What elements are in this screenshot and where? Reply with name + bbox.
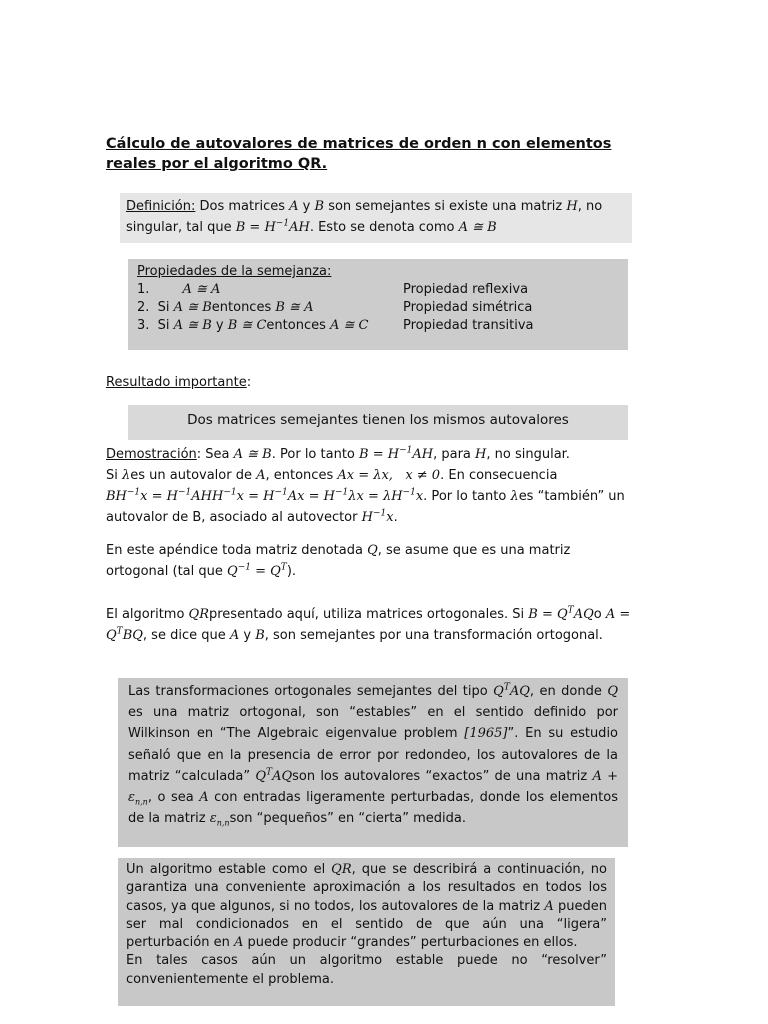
definition-text-1: Dos matrices xyxy=(195,199,290,214)
math-A: A xyxy=(289,199,299,214)
property-number: 2. xyxy=(137,300,150,315)
math-A: A xyxy=(233,935,244,951)
math-eigenvector: $H^{-1}x$ xyxy=(361,508,394,525)
property-name: Propiedad transitiva xyxy=(403,318,534,333)
definition-box xyxy=(120,193,632,243)
math-B: B xyxy=(314,199,325,214)
proof-text: , no singular. xyxy=(486,447,570,462)
paragraph-text: ). xyxy=(286,564,297,579)
note-text: con entradas ligeramente perturbadas, donde los elementos de la matriz xyxy=(128,790,618,827)
note-text: pueden ser mal condicionados en el sentido de que aún una “ligera” perturbación en xyxy=(126,898,607,951)
proof-text: , entonces xyxy=(265,468,338,483)
definition-text-4: , no singular, tal que xyxy=(126,199,603,235)
property-si: Si xyxy=(157,318,174,333)
note-text: , que se describirá a continuación, no garantiza una conveniente aproximación a los resultados en todos los casos, ya que algunos, si no todos, los autovalores de la matriz xyxy=(126,862,607,914)
note-text: es una matriz ortogonal, son “estables” en el sentido definido por Wilkinson en “The Algebraic eigenvalue problem xyxy=(128,705,618,742)
math-epsilon: $\varepsilon_{n,n}$ xyxy=(209,811,230,828)
property-row xyxy=(137,317,619,335)
definition-label: Definición: xyxy=(126,199,196,214)
math-proof-similar: A ≅ B xyxy=(233,447,272,462)
property-name: Propiedad reflexiva xyxy=(403,282,529,297)
math-B: B xyxy=(255,628,265,643)
note-text: En tales casos aún un algoritmo estable puede no “resolver” convenientemente el problema. xyxy=(126,953,607,987)
math-transitive-result: A ≅ C xyxy=(330,318,369,333)
paragraph-text: y xyxy=(239,628,256,643)
math-A: A xyxy=(256,468,266,483)
math-transitive-premise-2: B ≅ C xyxy=(227,318,267,333)
paragraph-text: El algoritmo xyxy=(106,607,189,622)
proof-text: . Por lo tanto xyxy=(423,489,511,504)
result-statement-box xyxy=(128,405,628,440)
math-symmetric-premise: A ≅ B xyxy=(173,300,212,315)
note-text: puede producir “grandes” perturbaciones en ellos. xyxy=(243,935,578,951)
note-text: , o sea xyxy=(147,790,200,806)
property-and: y xyxy=(215,318,228,333)
math-QR: QR xyxy=(331,862,352,877)
math-Q: Q xyxy=(367,543,378,558)
paragraph-text: presentado aquí, utiliza matrices ortogonales. Si xyxy=(209,607,529,622)
property-then: entonces xyxy=(266,318,330,333)
note-text: Un algoritmo estable como el xyxy=(126,862,332,877)
paragraph-text: , son semejantes por una transformación ortogonal. xyxy=(264,628,603,643)
proof-text: . xyxy=(393,510,398,525)
math-similarity-equation: $B = H^{-1}AH$ xyxy=(235,218,310,235)
page-title: Cálculo de autovalores de matrices de orden n con elementos reales por el algoritmo QR. xyxy=(106,136,612,172)
proof-text: . En consecuencia xyxy=(440,468,558,483)
property-row xyxy=(137,281,619,299)
note-text: son los autovalores “exactos” de una matriz xyxy=(292,768,593,784)
math-A-from-B: $A = Q^TBQ$ xyxy=(106,607,631,643)
math-eigen-equation: Ax = λx, x ≠ 0 xyxy=(337,468,441,483)
property-name: Propiedad simétrica xyxy=(403,300,533,315)
property-si: Si xyxy=(157,300,174,315)
definition-text-2: y xyxy=(298,199,315,214)
result-heading: Resultado importante: xyxy=(106,375,252,390)
properties-box xyxy=(128,259,628,350)
paragraph-text: , se asume que es una matriz ortogonal (tal que xyxy=(106,543,571,579)
math-perturbed-matrix: $A + \varepsilon_{n,n}$ xyxy=(128,768,618,807)
paragraph-text: o xyxy=(593,607,606,622)
math-transitive-premise-1: A ≅ B xyxy=(173,318,212,333)
math-lambda: λ xyxy=(510,489,519,504)
math-similar-notation: A ≅ B xyxy=(458,220,497,235)
definition-text-5: . Esto se denota como xyxy=(309,220,459,235)
property-then: entonces xyxy=(211,300,276,315)
orthogonal-paragraph xyxy=(106,540,636,582)
math-QTAQ: $Q^TAQ$ xyxy=(493,682,530,699)
proof-paragraph xyxy=(106,444,636,528)
math-Q: Q xyxy=(607,684,619,699)
paragraph-text: En este apéndice toda matriz denotada xyxy=(106,543,368,558)
proof-text: es un autovalor de xyxy=(130,468,257,483)
math-orthogonal-def: $Q^{-1} = Q^T$ xyxy=(227,562,287,579)
math-A: A xyxy=(229,628,240,643)
definition-text-3: son semejantes si existe una matriz xyxy=(324,199,567,214)
math-H: H xyxy=(475,447,487,462)
proof-text: , para xyxy=(433,447,476,462)
note-text: son “pequeños” en “cierta” medida. xyxy=(229,811,466,827)
result-label: Resultado importante xyxy=(106,375,247,390)
math-A: A xyxy=(544,898,554,914)
proof-text: . Por lo tanto xyxy=(271,447,360,462)
result-statement: Dos matrices semejantes tienen los mismos autovalores xyxy=(187,412,569,428)
properties-header: Propiedades de la semejanza: xyxy=(137,264,332,279)
math-proof-chain: $BH^{-1}x = H^{-1}AHH^{-1}x = H^{-1}Ax = H^{-1}\lambda x = \lambda H^{-1}x$ xyxy=(106,487,424,504)
math-lambda: λ xyxy=(122,468,131,483)
property-number: 3. xyxy=(137,318,150,333)
property-number: 1. xyxy=(137,282,150,297)
math-proof-equation: $B = H^{-1}AH$ xyxy=(359,445,434,462)
math-reflexive: A ≅ A xyxy=(182,282,221,297)
citation-year: [1965] xyxy=(464,726,508,742)
math-symmetric-result: B ≅ A xyxy=(275,300,314,315)
math-QR: QR xyxy=(188,607,209,622)
note-text: Las transformaciones ortogonales semejantes del tipo xyxy=(128,684,494,699)
math-H: H xyxy=(566,199,578,214)
note-text: , en donde xyxy=(529,684,608,699)
proof-text: es “también” un autovalor de B, asociado al autovector xyxy=(106,489,625,525)
note-text: ”. En su estudio señaló que en la presencia de error por redondeo, los autovalores de la matriz “calculada” xyxy=(128,726,619,784)
algorithm-paragraph xyxy=(106,604,636,646)
transformations-note-box xyxy=(118,678,628,847)
property-row xyxy=(137,299,619,317)
math-A: A xyxy=(199,790,209,806)
stability-note-box xyxy=(118,858,615,1006)
math-QTAQ: $Q^TAQ$ xyxy=(255,767,293,784)
proof-label: Demostración xyxy=(106,447,197,462)
proof-text: Si xyxy=(106,468,122,483)
proof-text: : Sea xyxy=(196,447,234,462)
paragraph-text: , se dice que xyxy=(142,628,230,643)
math-B-from-A: $B = Q^TAQ$ xyxy=(528,605,594,622)
